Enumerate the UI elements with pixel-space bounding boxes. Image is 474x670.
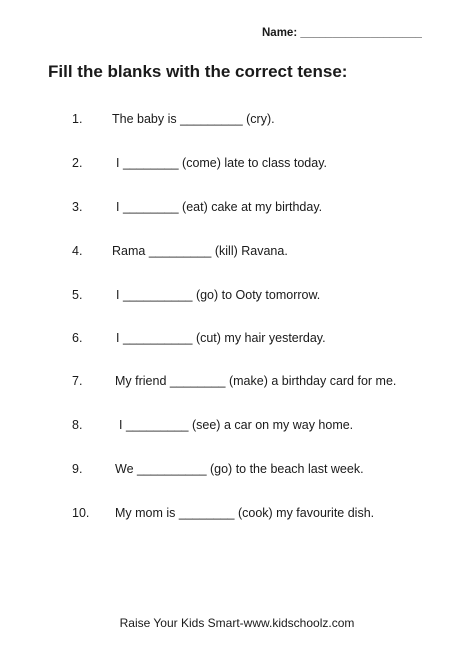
question-text: I __________ (go) to Ooty tomorrow.	[116, 288, 321, 302]
question-text: The baby is _________ (cry).	[112, 112, 275, 126]
question-item	[0, 374, 474, 394]
question-number: 10.	[72, 506, 90, 520]
question-text: My mom is ________ (cook) my favourite dish.	[115, 506, 375, 520]
question-text: Rama _________ (kill) Ravana.	[112, 244, 288, 258]
name-field-label: Name: ___________________	[262, 27, 422, 39]
question-item	[0, 112, 474, 132]
worksheet-title: Fill the blanks with the correct tense:	[48, 62, 348, 81]
footer-credit: Raise Your Kids Smart-www.kidschoolz.com	[119, 616, 355, 630]
question-text: I _________ (see) a car on my way home.	[119, 418, 354, 432]
question-number: 2.	[72, 156, 83, 170]
question-number: 1.	[72, 112, 83, 126]
question-number: 4.	[72, 244, 83, 258]
question-item	[0, 506, 474, 526]
question-number: 6.	[72, 331, 83, 345]
question-number: 8.	[72, 418, 83, 432]
question-item	[0, 462, 474, 482]
question-text: I ________ (come) late to class today.	[116, 156, 327, 170]
question-text: I ________ (eat) cake at my birthday.	[116, 200, 323, 214]
question-number: 3.	[72, 200, 83, 214]
question-number: 9.	[72, 462, 83, 476]
question-text: We __________ (go) to the beach last week.	[115, 462, 364, 476]
question-item	[0, 331, 474, 351]
question-item	[0, 288, 474, 308]
question-item	[0, 418, 474, 438]
question-text: My friend ________ (make) a birthday card for me.	[115, 374, 397, 388]
question-item	[0, 156, 474, 176]
question-text: I __________ (cut) my hair yesterday.	[116, 331, 326, 345]
question-item	[0, 244, 474, 264]
question-item	[0, 200, 474, 220]
question-number: 5.	[72, 288, 83, 302]
question-number: 7.	[72, 374, 83, 388]
